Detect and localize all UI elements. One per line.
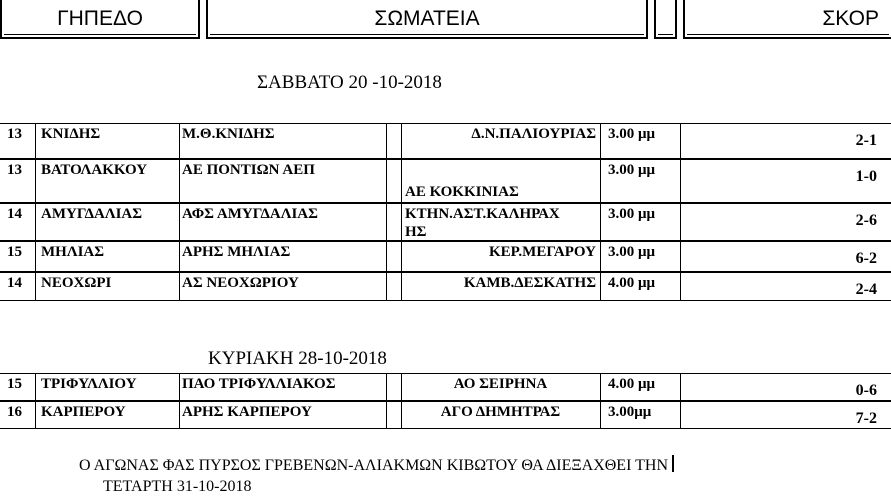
column-divider [680, 124, 681, 158]
sunday-title: ΚΥΡΙΑΚΗ 28-10-2018 [208, 348, 387, 369]
away-team: ΑΓΟ ΔΗΜΗΤΡΑΣ [440, 404, 561, 420]
away-team: ΚΤΗΝ.ΑΣΤ.ΚΑΛΗΡΑΧ [405, 206, 560, 222]
header-teams-label: ΣΩΜΑΤΕΙΑ [374, 6, 480, 30]
column-divider [386, 402, 387, 428]
column-divider [35, 124, 36, 158]
column-divider [600, 160, 601, 202]
match-number: 14 [7, 206, 22, 222]
match-number: 15 [7, 244, 22, 260]
home-team: ΑΡΗΣ ΚΑΡΠΕΡΟΥ [182, 404, 312, 420]
column-divider [35, 242, 36, 271]
note-line-2: ΤΕΤΑΡΤΗ 31-10-2018 [103, 478, 252, 495]
column-divider [179, 374, 180, 400]
column-divider [179, 273, 180, 300]
score: 2-4 [855, 281, 877, 298]
kickoff-time: 4.00 μμ [608, 376, 656, 392]
column-divider [179, 402, 180, 428]
column-divider [680, 242, 681, 271]
column-divider [179, 160, 180, 202]
header-score-label: ΣΚΟΡ [822, 6, 879, 30]
text-cursor [672, 455, 674, 472]
header-field [0, 0, 200, 39]
match-number: 13 [7, 162, 22, 178]
note-line-1 [0, 455, 891, 476]
column-divider [386, 374, 387, 400]
column-divider [35, 273, 36, 300]
column-divider [35, 402, 36, 428]
away-team: ΑΕ ΚΟΚΚΙΝΙΑΣ [405, 184, 519, 200]
note [0, 455, 891, 497]
table-row [0, 241, 891, 272]
match-number: 16 [7, 404, 22, 420]
column-divider [600, 204, 601, 240]
score: 7-2 [855, 410, 877, 427]
column-divider [35, 374, 36, 400]
column-divider [386, 160, 387, 202]
away-team: ΚΕΡ.ΜΕΓΑΡΟΥ [488, 244, 596, 260]
home-team: ΑΦΣ ΑΜΥΓΔΑΛΙΑΣ [182, 206, 318, 222]
kickoff-time: 3.00 μμ [608, 206, 656, 222]
column-divider [35, 204, 36, 240]
home-team: ΑΡΗΣ ΜΗΛΙΑΣ [182, 244, 291, 260]
column-divider [600, 374, 601, 400]
field-name: ΜΗΛΙΑΣ [41, 244, 105, 260]
column-divider [401, 273, 402, 300]
column-divider [401, 160, 402, 202]
field-name: ΚΝΙΔΗΣ [41, 126, 101, 142]
header-field-label: ΓΗΠΕΔΟ [57, 6, 143, 30]
table-row [0, 272, 891, 301]
table-row [0, 373, 891, 401]
column-divider [600, 124, 601, 158]
column-divider [386, 242, 387, 271]
home-team: Μ.Θ.ΚΝΙΔΗΣ [182, 126, 275, 142]
score: 6-2 [855, 250, 877, 267]
match-number: 14 [7, 275, 22, 291]
away-team-cont: ΗΣ [405, 224, 427, 240]
match-number: 13 [7, 126, 22, 142]
away-team: ΚΑΜΒ.ΔΕΣΚΑΤΗΣ [463, 275, 596, 291]
kickoff-time: 3.00 μμ [608, 162, 656, 178]
field-name: ΒΑΤΟΛΑΚΚΟΥ [41, 162, 148, 178]
column-divider [179, 204, 180, 240]
kickoff-time: 3.00 μμ [608, 126, 656, 142]
column-divider [680, 204, 681, 240]
score: 2-6 [855, 212, 877, 229]
header-spacer [654, 0, 677, 39]
home-team: ΑΕ ΠΟΝΤΙΩΝ ΑΕΠ [182, 162, 315, 178]
field-name: ΑΜΥΓΔΑΛΙΑΣ [41, 206, 143, 222]
away-team: ΑΟ ΣΕΙΡΗΝΑ [453, 376, 548, 392]
column-divider [386, 124, 387, 158]
column-divider [179, 124, 180, 158]
column-divider [179, 242, 180, 271]
score: 2-1 [855, 132, 877, 149]
kickoff-time: 3.00μμ [608, 404, 652, 420]
score: 1-0 [855, 168, 877, 185]
home-team: ΑΣ ΝΕΟΧΩΡΙΟΥ [182, 275, 299, 291]
column-divider [600, 273, 601, 300]
away-team: Δ.Ν.ΠΑΛΙΟΥΡΙΑΣ [471, 126, 596, 142]
header-score [683, 0, 891, 39]
field-name: ΚΑΡΠΕΡΟΥ [41, 404, 126, 420]
column-divider [680, 160, 681, 202]
field-name: ΝΕΟΧΩΡΙ [41, 275, 112, 291]
column-divider [600, 242, 601, 271]
column-divider [600, 402, 601, 428]
column-divider [401, 124, 402, 158]
column-divider [386, 204, 387, 240]
table-row [0, 203, 891, 241]
column-divider [680, 374, 681, 400]
kickoff-time: 4.00 μμ [608, 275, 656, 291]
home-team: ΠΑΟ ΤΡΙΦΥΛΛΙΑΚΟΣ [182, 376, 336, 392]
column-divider [401, 242, 402, 271]
column-divider [680, 402, 681, 428]
match-number: 15 [7, 376, 22, 392]
table-row [0, 159, 891, 203]
column-divider [35, 160, 36, 202]
header-teams [206, 0, 648, 39]
table-row [0, 401, 891, 429]
score: 0-6 [855, 382, 877, 399]
column-divider [680, 273, 681, 300]
column-divider [386, 273, 387, 300]
saturday-title: ΣΑΒΒΑΤΟ 20 -10-2018 [257, 72, 442, 93]
table-row [0, 123, 891, 159]
kickoff-time: 3.00 μμ [608, 244, 656, 260]
column-divider [401, 204, 402, 240]
field-name: ΤΡΙΦΥΛΛΙΟΥ [41, 376, 137, 392]
note-line-1-text: Ο ΑΓΩΝΑΣ ΦΑΣ ΠΥΡΣΟΣ ΓΡΕΒΕΝΩΝ-ΑΛΙΑΚΜΩΝ ΚΙΒΩΤΟΥ ΘΑ ΔΙΕΞΑΧΘΕΙ ΤΗΝ [79, 457, 668, 474]
